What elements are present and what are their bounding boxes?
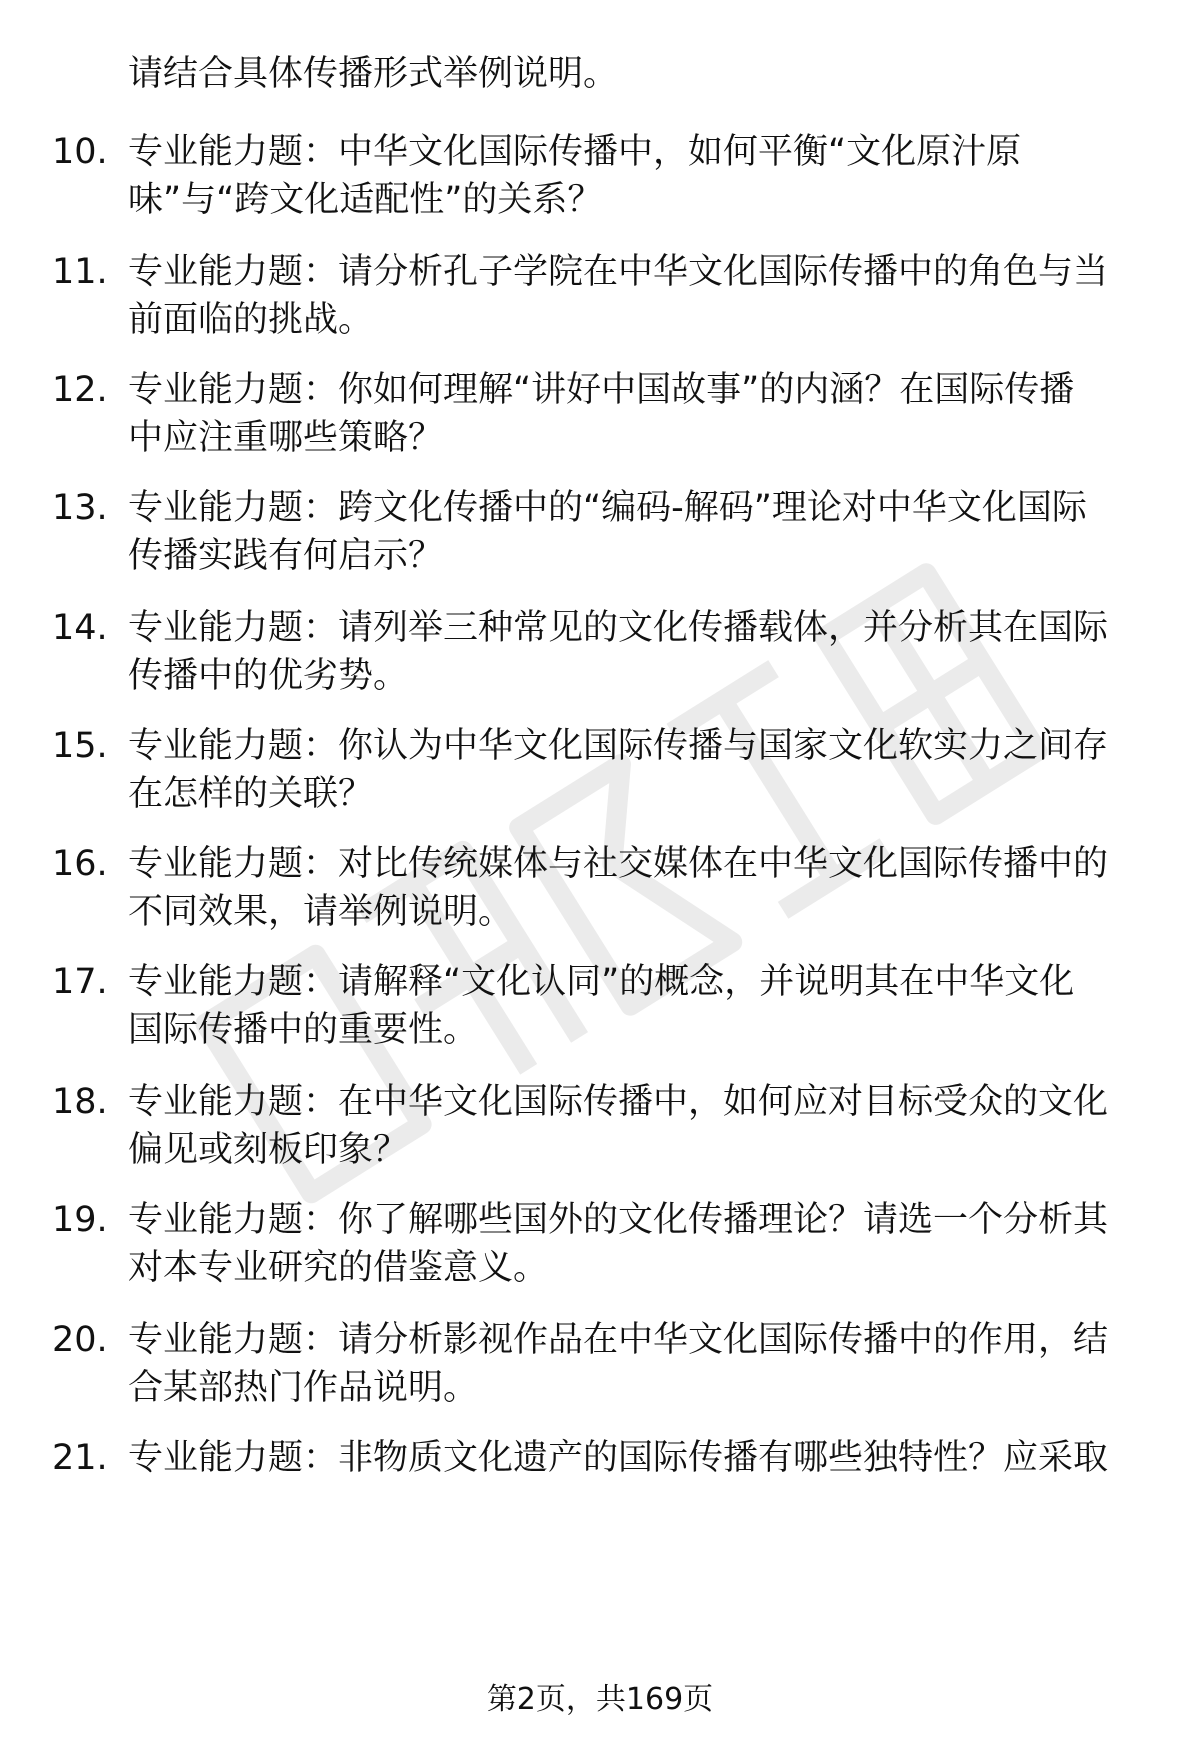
question-text-line1: 专业能力题：跨文化传播中的“编码-解码”理论对中华文化国际 [128,488,1087,528]
question-text-line1: 专业能力题：请解释“文化认同”的概念，并说明其在中华文化 [128,962,1075,1002]
question-number: 16. [52,844,108,884]
question-text-line1: 专业能力题：你如何理解“讲好中国故事”的内涵？在国际传播 [128,370,1075,410]
page-footer [0,1680,1200,1720]
page-number-text: 第2页，共169页 [486,1682,714,1717]
question-text-line2: 前面临的挑战。 [128,300,374,340]
question-number: 15. [52,726,108,766]
question-text-line1: 专业能力题：非物质文化遗产的国际传播有哪些独特性？应采取 [128,1438,1109,1478]
question-number: 11. [52,252,108,292]
question-text-line2: 味”与“跨文化适配性”的关系？ [128,180,603,220]
question-text-line1: 专业能力题：中华文化国际传播中，如何平衡“文化原汁原 [128,132,1022,172]
question-text-line2: 传播实践有何启示？ [128,536,444,576]
question-number: 17. [52,962,108,1002]
question-number: 20. [52,1320,108,1360]
question-text-line1: 专业能力题：请分析孔子学院在中华文化国际传播中的角色与当 [128,252,1109,292]
question-text-line1: 专业能力题：请列举三种常见的文化传播载体，并分析其在国际 [128,608,1109,648]
question-text-line2: 传播中的优劣势。 [128,656,409,696]
question-text-line1: 专业能力题：你认为中华文化国际传播与国家文化软实力之间存 [128,726,1109,766]
question-text-line2: 偏见或刻板印象？ [128,1130,409,1170]
question-text-line2: 在怎样的关联？ [128,774,374,814]
question-text-line1: 专业能力题：对比传统媒体与社交媒体在中华文化国际传播中的 [128,844,1109,884]
question-number: 12. [52,370,108,410]
question-text-line2: 不同效果，请举例说明。 [128,892,514,932]
continuation-text: 请结合具体传播形式举例说明。 [128,54,619,94]
question-text-line2: 国际传播中的重要性。 [128,1010,479,1050]
question-text-line2: 对本专业研究的借鉴意义。 [128,1248,549,1288]
question-number: 21. [52,1438,108,1478]
question-number: 10. [52,132,108,172]
question-number: 18. [52,1082,108,1122]
question-text-line1: 专业能力题：你了解哪些国外的文化传播理论？请选一个分析其 [128,1200,1109,1240]
question-number: 13. [52,488,108,528]
question-number: 19. [52,1200,108,1240]
question-text-line2: 中应注重哪些策略？ [128,418,444,458]
question-text-line1: 专业能力题：请分析影视作品在中华文化国际传播中的作用，结 [128,1320,1109,1360]
question-text-line1: 专业能力题：在中华文化国际传播中，如何应对目标受众的文化 [128,1082,1109,1122]
question-number: 14. [52,608,108,648]
question-text-line2: 合某部热门作品说明。 [128,1368,479,1408]
